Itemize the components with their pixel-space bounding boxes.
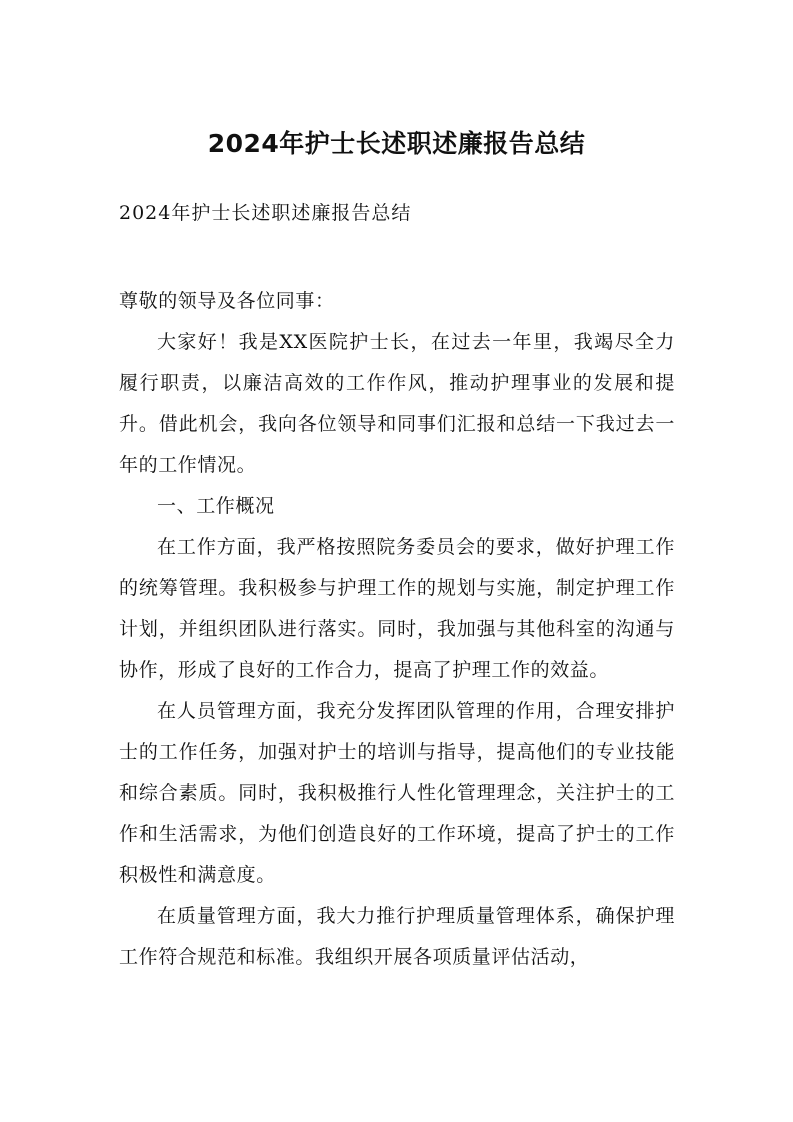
document-body bbox=[119, 281, 675, 978]
salutation: 尊敬的领导及各位同事： bbox=[119, 290, 335, 312]
document-title: 2024年护士长述职述廉报告总结 bbox=[207, 129, 586, 158]
paragraph-greeting: 大家好！我是XX医院护士长，在过去一年里，我竭尽全力履行职责，以廉洁高效的工作作风，推动护理事业的发展和提升。借此机会，我向各位领导和同事们汇报和总结一下我过去一年的工作情况。 bbox=[119, 331, 675, 476]
paragraph-personnel: 在人员管理方面，我充分发挥团队管理的作用，合理安排护士的工作任务，加强对护士的培训与指导，提高他们的专业技能和综合素质。同时，我积极推行人性化管理理念，关注护士的工作和生活需求，为他们创造良好的工作环境，提高了护士的工作积极性和满意度。 bbox=[119, 700, 675, 886]
paragraph-quality: 在质量管理方面，我大力推行护理质量管理体系，确保护理工作符合规范和标准。我组织开展各项质量评估活动， bbox=[119, 905, 675, 968]
paragraph-work: 在工作方面，我严格按照院务委员会的要求，做好护理工作的统筹管理。我积极参与护理工作的规划与实施，制定护理工作计划，并组织团队进行落实。同时，我加强与其他科室的沟通与协作，形成了良好的工作合力，提高了护理工作的效益。 bbox=[119, 536, 675, 681]
document-subtitle: 2024年护士长述职述廉报告总结 bbox=[119, 202, 412, 224]
section-heading-overview: 一、工作概况 bbox=[157, 495, 275, 517]
